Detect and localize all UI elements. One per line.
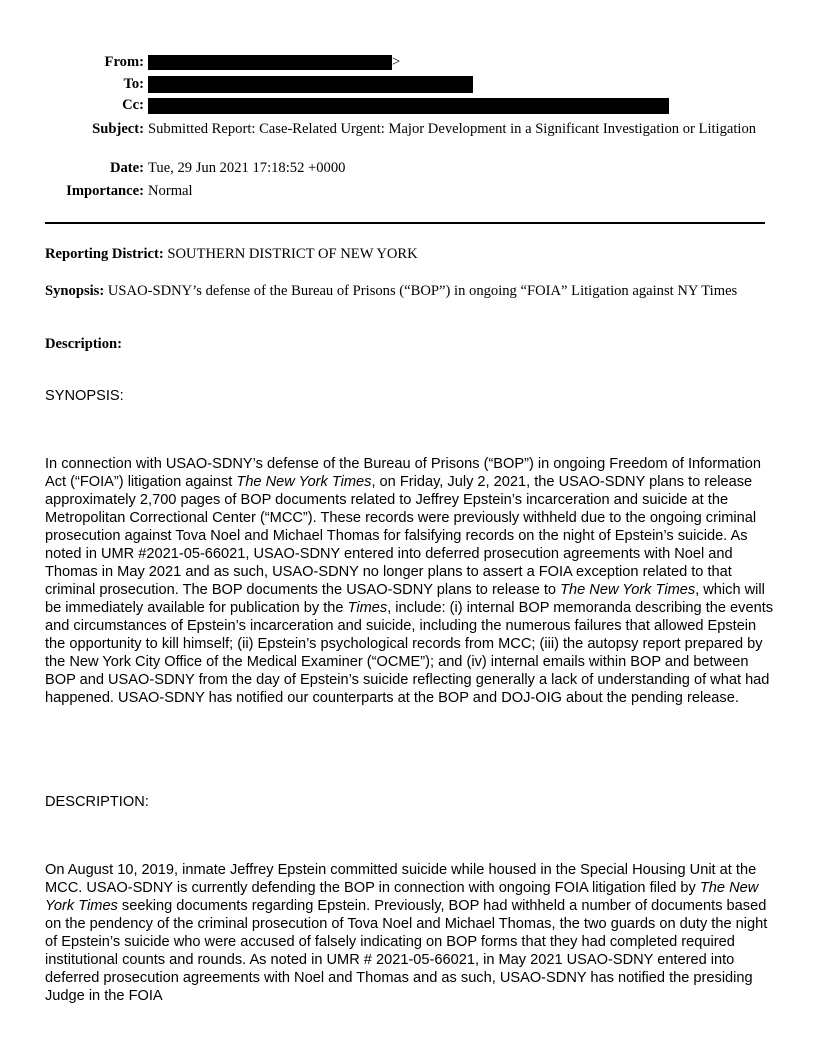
cc-redaction [148,98,669,114]
description-label: Description: [45,336,123,352]
p1-italic-times: Times [347,600,388,616]
p2-text-a: On August 10, 2019, inmate Jeffrey Epstein committed suicide while housed in the Special Housing Unit at the MCC. USAO-SDNY is currently defending the BOP in connection with ongoing FOIA litigation filed by [45,862,757,896]
district-label: Reporting District: [45,246,164,262]
synopsis-label: Synopsis: [45,283,105,299]
from-suffix: > [392,54,401,70]
synopsis-paragraph [45,455,775,707]
to-label: To: [123,76,144,92]
p2-italic-nyt: The New York Times [45,880,759,914]
p1-text-b: , on Friday, July 2, 2021, the USAO-SDNY plans to release approximately 2,700 pages of BOP documents related to Jeffrey Epstein’s incarceration and suicide at the Metropolitan Correctional Center (“MCC”). These records were previously withheld due to the ongoing criminal prosecution against Tova Noel and Michael Thomas for falsifying records on the night of Epstein’s suicide. As noted in UMR #2021-05-66021, USAO-SDNY entered into deferred prosecution agreements with Noel and Thomas in May 2021 and as such, USAO-SDNY no longer plans to assert a FOIA exception related to that criminal prosecution. The BOP documents the USAO-SDNY plans to release to [45,474,757,598]
from-label: From: [104,54,144,70]
subject-label: Subject: [92,121,144,137]
subject-value: Submitted Report: Case-Related Urgent: Major Development in a Significant Investigation or Litigation [148,121,757,137]
district-value: SOUTHERN DISTRICT OF NEW YORK [167,246,418,262]
p1-italic-nyt-1: The New York Times [236,474,372,490]
from-redaction [148,55,392,70]
p1-text-d: , include: (i) internal BOP memoranda describing the events and circumstances of Epstein’s incarceration and suicide, including the numerous failures that allowed Epstein the opportunity to kill himself; (ii) Epstein’s psychological records from MCC; (iii) the autopsy report prepared by the New York City Office of the Medical Examiner (“OCME”); and (iv) internal emails within BOP and between BOP and USAO-SDNY from the day of Epstein’s suicide reflecting generally a lack of understanding of what had happened. USAO-SDNY has notified our counterparts at the BOP and DOJ-OIG about the pending release. [45,600,774,706]
synopsis-value: USAO-SDNY’s defense of the Bureau of Prisons (“BOP”) in ongoing “FOIA” Litigation against NY Times [107,283,738,299]
reporting-district [45,246,775,263]
date-value: Tue, 29 Jun 2021 17:18:52 +0000 [148,160,346,176]
p1-italic-nyt-2: The New York Times [560,582,696,598]
p1-text-a: In connection with USAO-SDNY’s defense of the Bureau of Prisons (“BOP”) in ongoing Freedom of Information Act (“FOIA”) litigation against [45,456,761,490]
cc-label: Cc: [122,97,144,113]
header-divider [45,222,765,224]
p2-text-b: seeking documents regarding Epstein. Previously, BOP had withheld a number of documents based on the pendency of the criminal prosecution of Tova Noel and Michael Thomas, the two guards on duty the night of Epstein’s suicide who were accused of falsely indicating on BOP forms that they had completed required institutional counts and rounds. As noted in UMR # 2021-05-66021, in May 2021 USAO-SDNY entered into deferred prosecution agreements with Noel and Thomas and as such, USAO-SDNY has notified the presiding Judge in the FOIA [45,898,768,1004]
to-redaction [148,76,473,93]
description-field [45,336,775,353]
p1-text-c: , which will be immediately available for publication by the [45,582,765,616]
synopsis-field [45,283,775,300]
importance-value: Normal [148,183,193,199]
date-label: Date: [109,160,144,176]
importance-label: Importance: [66,183,144,199]
description-paragraph [45,861,775,1005]
synopsis-heading: SYNOPSIS: [45,388,124,404]
description-heading: DESCRIPTION: [45,794,149,810]
